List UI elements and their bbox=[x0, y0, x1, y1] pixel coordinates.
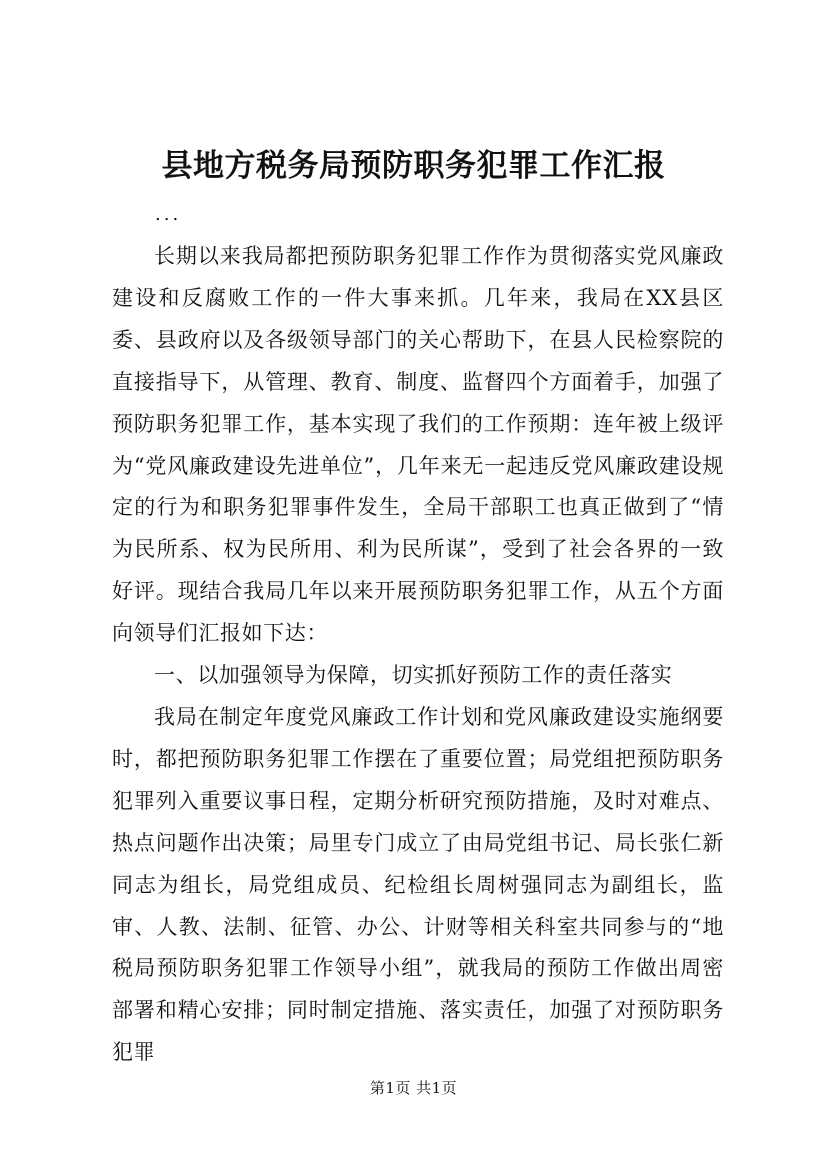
document-title: 县地方税务局预防职务犯罪工作汇报 bbox=[161, 148, 666, 184]
paragraph-section-1: 我局在制定年度党风廉政工作计划和党风廉政建设实施纲要时，都把预防职务犯罪工作摆在了重要位置；局党组把预防职务犯罪列入重要议事日程，定期分析研究预防措施，及时对难点、热点问题作出决策；局里专门成立了由局党组书记、局长张仁新同志为组长，局党组成员、纪检组长周树强同志为副组长，监审、人教、法制、征管、办公、计财等相关科室共同参与的“地税局预防职务犯罪工作领导小组”，就我局的预防工作做出周密部署和精心安排；同时制定措施、落实责任，加强了对预防职务犯罪 bbox=[112, 704, 724, 1065]
section-heading-1: 一、以加强领导为保障，切实抓好预防工作的责任落实 bbox=[154, 663, 673, 688]
page-footer: 第1页 共1页 bbox=[369, 1079, 458, 1097]
ellipsis-marker: ... bbox=[155, 204, 182, 225]
paragraph-intro: 长期以来我局都把预防职务犯罪工作作为贯彻落实党风廉政建设和反腐败工作的一件大事来抓。几年来，我局在XX县区委、县政府以及各级领导部门的关心帮助下，在县人民检察院的直接指导下，从管理、教育、制度、监督四个方面着手，加强了预防职务犯罪工作，基本实现了我们的工作预期：连年被上级评为“党风廉政建设先进单位”，几年来无一起违反党风廉政建设规定的行为和职务犯罪事件发生，全局干部职工也真正做到了“情为民所系、权为民所用、利为民所谋”，受到了社会各界的一致好评。现结合我局几年以来开展预防职务犯罪工作，从五个方面向领导们汇报如下达： bbox=[112, 244, 724, 646]
document-body bbox=[112, 236, 724, 1074]
